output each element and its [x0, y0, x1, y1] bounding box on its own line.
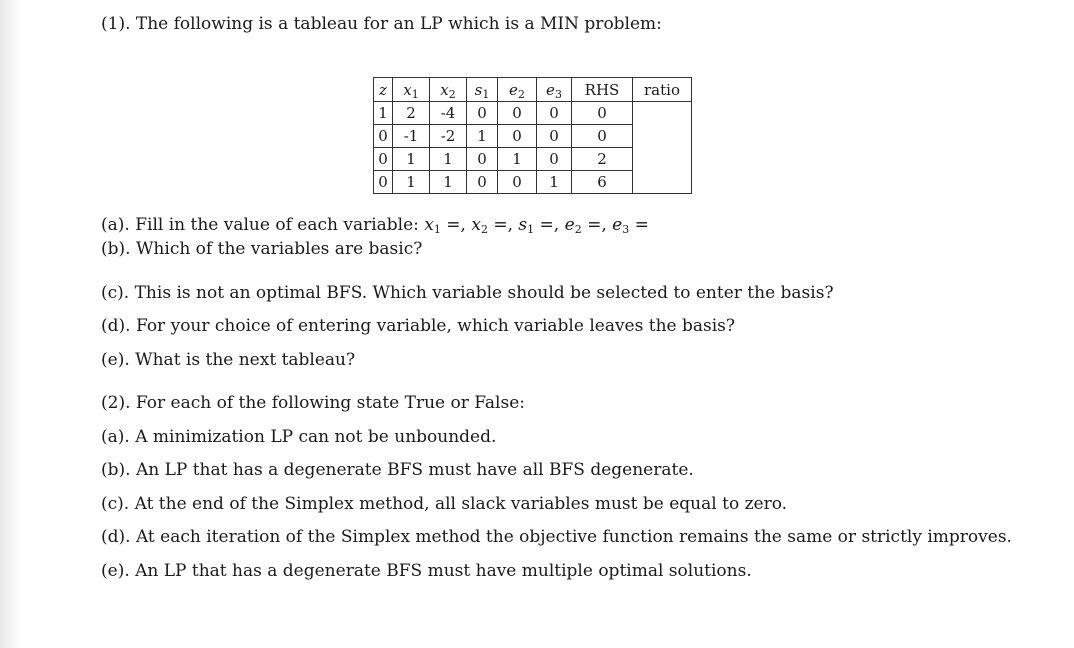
table-cell: 0 [467, 171, 498, 194]
table-cell: 0 [498, 125, 537, 148]
problem2-part-e: (e). An LP that has a degenerate BFS must have multiple optimal solutions. [101, 561, 752, 581]
problem1-part-d: (d). For your choice of entering variable, which variable leaves the basis? [101, 316, 736, 336]
ratio-cell [633, 125, 692, 148]
table-cell: 1 [393, 148, 430, 171]
table-cell: 0 [537, 102, 572, 125]
table-cell: 2 [572, 148, 633, 171]
table-cell: 1 [498, 148, 537, 171]
problem1-part-a: (a). Fill in the value of each variable: $x_1$ =, $x_2$ =, $s_1$ =, $e_2$ =, $e_3$ = [101, 215, 649, 236]
ratio-cell [633, 148, 692, 171]
simplex-tableau [373, 77, 692, 194]
table-cell: 0 [537, 148, 572, 171]
table-cell: 1 [537, 171, 572, 194]
table-cell: -4 [430, 102, 467, 125]
problem2-part-c: (c). At the end of the Simplex method, all slack variables must be equal to zero. [101, 494, 788, 514]
table-cell: 1 [467, 125, 498, 148]
table-cell: 0 [537, 125, 572, 148]
table-row [374, 125, 692, 148]
table-cell: 0 [374, 171, 393, 194]
ratio-cell [633, 171, 692, 194]
problem2-part-b: (b). An LP that has a degenerate BFS must have all BFS degenerate. [101, 460, 694, 480]
problem2-heading: (2). For each of the following state True or False: [101, 393, 525, 413]
table-row [374, 102, 692, 125]
table-cell: -2 [430, 125, 467, 148]
page-edge-shadow [0, 0, 22, 648]
header-x1: $x_1$ [393, 78, 430, 102]
header-z: z [374, 78, 393, 102]
table-cell: 0 [572, 125, 633, 148]
header-e2: $e_2$ [498, 78, 537, 102]
ratio-cell [633, 102, 692, 125]
table-cell: 1 [393, 171, 430, 194]
table-cell: 6 [572, 171, 633, 194]
header-ratio: ratio [633, 78, 692, 102]
header-e3: $e_3$ [537, 78, 572, 102]
header-x2: $x_2$ [430, 78, 467, 102]
problem2-part-a: (a). A minimization LP can not be unbounded. [101, 427, 497, 447]
table-cell: 1 [430, 171, 467, 194]
table-row [374, 148, 692, 171]
problem1-part-c: (c). This is not an optimal BFS. Which variable should be selected to enter the basis? [101, 283, 834, 303]
table-cell: 0 [374, 125, 393, 148]
table-cell: 1 [374, 102, 393, 125]
table-row [374, 171, 692, 194]
table-cell: 0 [572, 102, 633, 125]
table-cell: 1 [430, 148, 467, 171]
table-cell: 0 [374, 148, 393, 171]
table-cell: -1 [393, 125, 430, 148]
header-rhs: RHS [572, 78, 633, 102]
table-cell: 0 [498, 171, 537, 194]
table-cell: 0 [467, 148, 498, 171]
header-s1: $s_1$ [467, 78, 498, 102]
tableau-header-row [374, 78, 692, 102]
table-cell: 2 [393, 102, 430, 125]
problem1-part-b: (b). Which of the variables are basic? [101, 239, 423, 259]
problem1-heading: (1). The following is a tableau for an LP which is a MIN problem: [101, 14, 662, 34]
problem2-part-d: (d). At each iteration of the Simplex method the objective function remains the same or strictly improves. [101, 527, 1012, 547]
table-cell: 0 [467, 102, 498, 125]
table-cell: 0 [498, 102, 537, 125]
problem1-part-e: (e). What is the next tableau? [101, 350, 356, 370]
